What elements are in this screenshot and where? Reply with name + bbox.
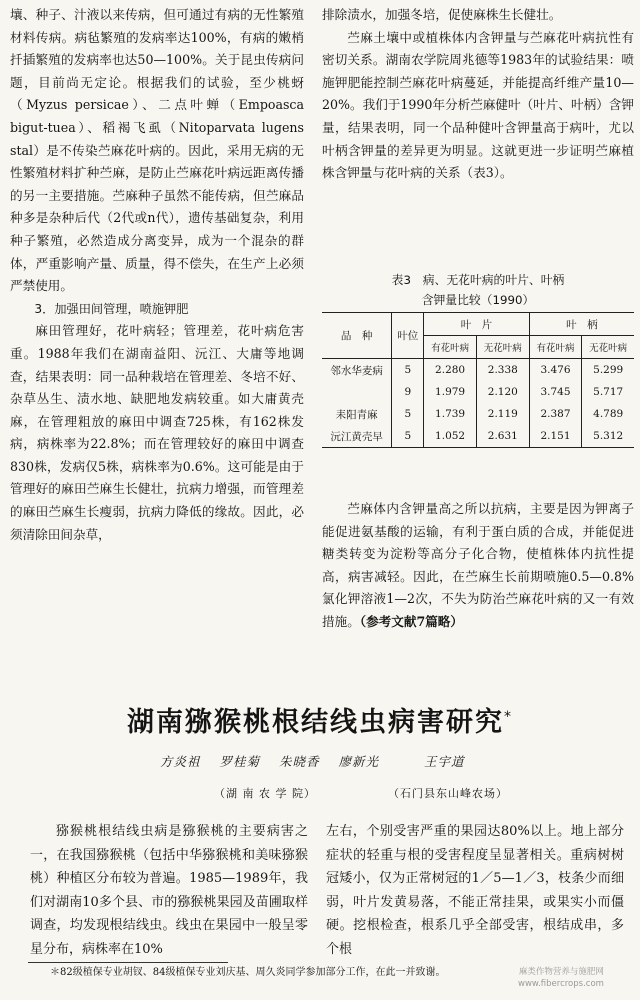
cell-value: 1.052 [424,425,477,448]
cell-pos: 9 [392,381,424,403]
potassium-table [322,312,634,448]
paragraph: 左右，个别受害严重的果园达80%以上。地上部分症状的轻重与根的受害程度呈显著相关。重病树树冠矮小，仅为正常树冠的1／5—1／3，枝条少而细弱，叶片发黄易落，不能正常挂果，或果实小而僵硬。挖根检查，根系几乎全部受害，根结成串，多个根 [326,824,624,957]
article-body-left [30,820,308,961]
subheader-blade-healthy: 无花叶病 [476,336,529,359]
header-petiole: 叶 柄 [529,313,634,336]
article-title-text: 湖南猕猴桃根结线虫病害研究 [127,707,504,738]
author: 罗桂菊 [219,754,261,769]
article-title [0,700,640,739]
cell-variety [322,381,392,403]
cell-value: 2.338 [476,359,529,382]
cell-variety: 邻水华麦病 [330,364,383,377]
table-caption-line-2: 含钾量比较（1990） [421,293,535,307]
cell-value: 2.120 [476,381,529,403]
table-caption-line-1: 表3 病、无花叶病的叶片、叶柄 [391,273,565,287]
cell-value: 1.979 [424,381,477,403]
paragraph: 麻田管理好，花叶病轻；管理差，花叶病危害重。1988年我们在湖南益阳、沅江、大庸等地调查，结果表明：同一品种栽培在管理差、冬培不好、杂草丛生、渍水地、缺肥地发病较重。如大庸黄壳麻，在管理粗放的麻田中调查725株，有162株发病，病株率为22.8%；而在管理较好的麻田中调查830株，发病仅5株，病株率为0.6%。这可能是由于管理好的麻田苎麻生长健壮，抗病力增强，而管理差的麻田苎麻生长瘦弱，抗病力降低的缘故。因此，必须清除田间杂草， [10,323,304,542]
cell-variety: 耒阳青麻 [335,408,378,421]
paragraph: 苎麻土壤中或植株体内含钾量与苎麻花叶病抗性有密切关系。湖南农学院周兆德等1983年的试验结果：喷施钾肥能控制苎麻花叶病蔓延，并能提高纤维产量10—20%。我们于1990年分析苎麻健叶（叶片、叶柄）含钾量，结果表明，同一个品种健叶含钾量高于病叶，尤以叶柄含钾量的差异更为明显。这就更进一步证明苎麻植株含钾量与花叶病的关系（表3）。 [322,29,634,181]
header-variety: 品 种 [322,313,392,359]
cell-value: 3.745 [529,381,582,403]
subheader-petiole-healthy: 无花叶病 [582,336,634,359]
table-row [322,403,634,425]
cell-pos: 5 [392,359,424,382]
section-heading: 3．加强田间管理，喷施钾肥 [34,301,189,316]
cell-pos: 5 [392,403,424,425]
cell-value: 2.119 [476,403,529,425]
cell-value: 2.631 [476,425,529,448]
cell-value: 5.312 [582,425,634,448]
cell-value: 5.299 [582,359,634,382]
author: 廖新光 [338,754,380,769]
author: 方炎祖 [160,754,201,769]
table-row [322,425,634,448]
subheader-petiole-diseased: 有花叶病 [529,336,582,359]
paragraph: 排除渍水，加强冬培，促使麻株生长健壮。 [322,7,562,22]
right-column-bottom [322,498,634,634]
author: 王宇道 [424,754,465,769]
header-blade: 叶 片 [424,313,529,336]
cell-value: 5.717 [582,381,634,403]
cell-variety: 沅江黄壳早 [322,425,392,448]
cell-value: 2.280 [424,359,477,382]
left-column [10,4,304,546]
cell-value: 3.476 [529,359,582,382]
right-column-top [322,4,634,185]
title-footnote-mark: * [504,709,513,725]
paragraph [322,498,634,634]
table-caption [322,270,634,310]
paragraph: 壤、种子、汁液以来传病，但可通过有病的无性繁殖材料传病。病毡繁殖的发病率达100%，有病的嫩梢扦插繁殖的发病率也达50—100%。关于昆虫传病问题，目前尚无定论。根据我们的试验，至少桃蚜（Myzus persicae）、二点叶蝉（Empoasca bigut-tuea）、稻褐飞虱（Nitoparvata lugens stal）是不传染苎麻花叶病的。因此，采用无病的无性繁殖材料扩种苎麻，是防止苎麻花叶病远距离传播的另一主要措施。苎麻种子虽然不能传病，但苎麻品种多是杂种后代（2代或n代），遗传基础复杂，利用种子繁殖，必然造成分离变异，成为一个混杂的群体，严重影响产量、质量，得不偿失，在生产上必须严禁使用。 [10,7,304,294]
paragraph-text: 苎麻体内含钾量高之所以抗病，主要是因为钾离子能促进氨基酸的运输，有利于蛋白质的合成，并能促进糖类转变为淀粉等高分子化合物，使植株体内抗性提高，病害减轻。因此，在苎麻生长前期喷施0.5—0.8%氯化钾溶液1—2次，不失为防治苎麻花叶病的又一有效措施。 [322,501,634,629]
subheader-blade-diseased: 有花叶病 [424,336,477,359]
paragraph: 猕猴桃根结线虫病是猕猴桃的主要病害之一，在我国猕猴桃（包括中华猕猴桃和美味猕猴桃）种植区分布较为普遍。1985—1989年，我们对湖南10多个县、市的猕猴桃果园及苗圃取样调查，均发现根结线虫。线虫在果园中一般呈零星分布，病株率在10% [30,824,308,957]
reference-note: （参考文献7篇略） [359,613,463,629]
author: 朱晓香 [279,754,320,769]
affiliation: （石门县东山峰农场） [388,787,508,800]
watermark: 麻类作物营养与施肥网 www.fibercrops.com [518,967,604,989]
footnote: ＊82级植保专业胡钗、84级植保专业刘庆基、周久炎同学参加部分工作，在此一并致谢。 [50,967,446,978]
header-leaf-position: 叶位 [392,313,424,359]
table-row [322,381,634,403]
cell-value: 2.151 [529,425,582,448]
cell-pos: 5 [392,425,424,448]
affiliation: （湖 南 农 学 院） [214,787,316,800]
cell-value: 1.739 [424,403,477,425]
cell-value: 2.387 [529,403,582,425]
cell-value: 4.789 [582,403,634,425]
table-3 [322,270,634,448]
table-row [322,359,634,382]
footnote-rule [28,962,228,963]
article-body-right [326,820,624,961]
author-list [160,752,620,770]
